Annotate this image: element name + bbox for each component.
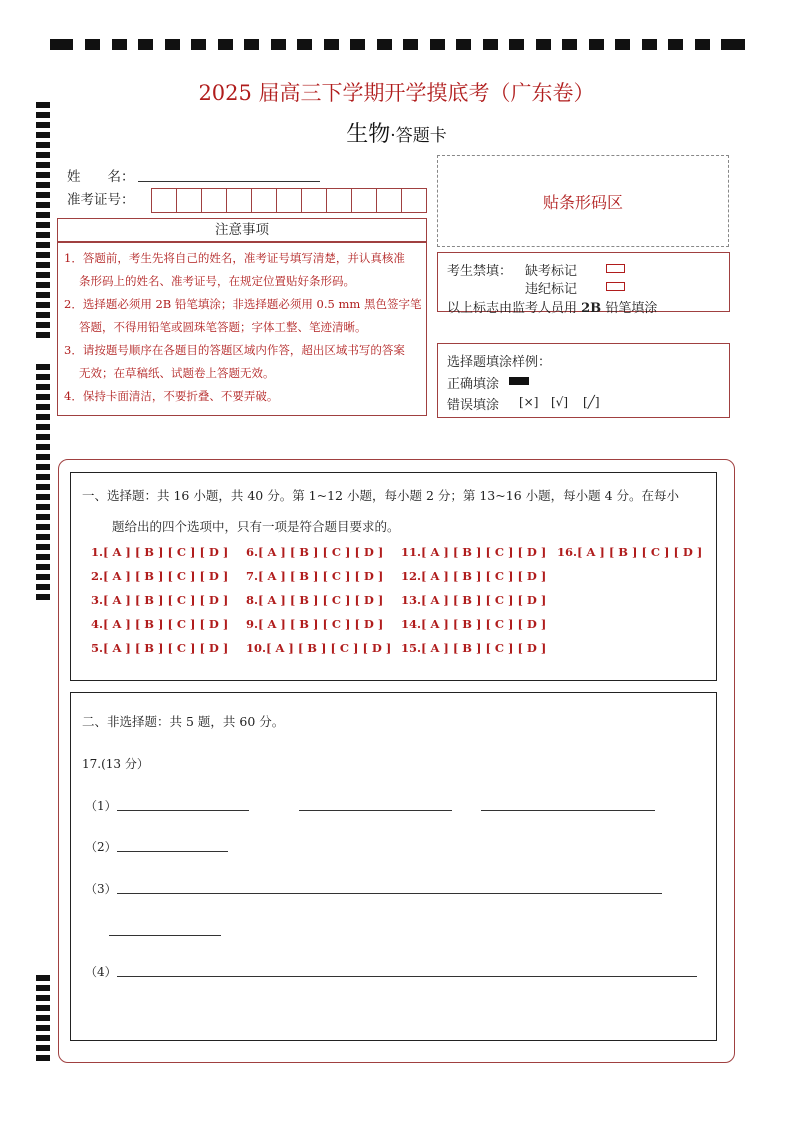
mc-question-9[interactable] [246, 617, 383, 631]
wrong-mark-cross: [×] [519, 395, 539, 409]
mc-options[interactable]: [ A ] [ B ] [ C ] [ D ] [577, 545, 703, 559]
notice-line: 答题，不得用铅笔或圆珠笔答题；字体工整、笔迹清晰。 [79, 320, 367, 334]
side-timing-mark [36, 182, 50, 188]
mc-question-number: 12. [401, 569, 422, 583]
side-timing-mark [36, 1045, 50, 1051]
mc-options[interactable]: [ A ] [ B ] [ C ] [ D ] [258, 617, 384, 631]
mc-question-number: 10. [246, 641, 267, 655]
mc-question-3[interactable] [91, 593, 228, 607]
mc-question-number: 1. [91, 545, 104, 559]
mc-question-12[interactable] [401, 569, 546, 583]
wrong-mark-check: [√] [551, 395, 569, 409]
timing-mark [483, 39, 498, 50]
timing-mark [297, 39, 312, 50]
answer-line-3a[interactable] [117, 893, 662, 894]
part-2-label: （2） [85, 840, 117, 854]
side-timing-mark [36, 242, 50, 248]
side-timing-mark [36, 414, 50, 420]
side-timing-mark [36, 1055, 50, 1061]
id-digit-box[interactable] [326, 188, 352, 213]
mc-question-number: 9. [246, 617, 259, 631]
mc-options[interactable]: [ A ] [ B ] [ C ] [ D ] [103, 545, 229, 559]
mc-question-2[interactable] [91, 569, 228, 583]
side-timing-mark [36, 404, 50, 410]
timing-mark [456, 39, 471, 50]
mc-question-number: 3. [91, 593, 104, 607]
free-response-section [70, 692, 717, 1041]
barcode-label: 贴条形码区 [542, 192, 623, 212]
mc-options[interactable]: [ A ] [ B ] [ C ] [ D ] [103, 641, 229, 655]
notice-line: 3．请按题号顺序在各题目的答题区域内作答，超出区域书写的答案 [64, 343, 405, 357]
answer-line-1b[interactable] [299, 810, 452, 811]
answer-line-4[interactable] [117, 976, 697, 977]
side-timing-mark [36, 985, 50, 991]
answer-line-1a[interactable] [117, 810, 249, 811]
sample-title: 选择题填涂样例： [447, 355, 552, 370]
side-timing-mark [36, 262, 50, 268]
timing-mark [165, 39, 180, 50]
notice-line: 1．答题前，考生先将自己的姓名，准考证号填写清楚，并认真核准 [64, 251, 405, 265]
side-timing-mark [36, 995, 50, 1001]
side-timing-mark [36, 524, 50, 530]
section1-instructions-line2: 题给出的四个选项中，只有一项是符合题目要求的。 [112, 519, 400, 534]
mc-question-number: 8. [246, 593, 259, 607]
subject-name: 生物 [346, 122, 391, 147]
side-timing-mark [36, 384, 50, 390]
notice-line: 4．保持卡面清洁，不要折叠、不要弄破。 [64, 389, 279, 403]
side-timing-mark [36, 514, 50, 520]
side-timing-mark [36, 484, 50, 490]
fill-sample-box [437, 343, 730, 418]
id-digit-box[interactable] [176, 188, 202, 213]
side-timing-mark [36, 202, 50, 208]
mc-question-16[interactable] [557, 545, 702, 559]
forbid-note: 以上标志由监考人员用 2B 铅笔填涂 [447, 301, 658, 316]
mc-options[interactable]: [ A ] [ B ] [ C ] [ D ] [421, 593, 547, 607]
mc-options[interactable]: [ A ] [ B ] [ C ] [ D ] [266, 641, 392, 655]
mc-options[interactable]: [ A ] [ B ] [ C ] [ D ] [258, 569, 384, 583]
notice-line: 2．选择题必须用 2B 铅笔填涂；非选择题必须用 0.5 mm 黑色签字笔 [64, 297, 422, 311]
side-timing-mark [36, 222, 50, 228]
timing-mark [191, 39, 206, 50]
section2-title: 二、非选择题：共 5 题，共 60 分。 [82, 714, 285, 729]
timing-mark [562, 39, 577, 50]
notice-line: 条形码上的姓名、准考证号，在规定位置贴好条形码。 [79, 274, 355, 288]
section1-instructions-line1: 一、选择题：共 16 小题，共 40 分。第 1~12 小题，每小题 2 分；第 13~16 小题，每小题 4 分。在每小 [82, 488, 680, 503]
side-timing-mark [36, 312, 50, 318]
timing-mark [589, 39, 604, 50]
timing-mark [112, 39, 127, 50]
mc-question-8[interactable] [246, 593, 383, 607]
mc-question-11[interactable] [401, 545, 546, 559]
mc-question-6[interactable] [246, 545, 383, 559]
mc-question-number: 14. [401, 617, 422, 631]
timing-mark [244, 39, 259, 50]
timing-mark [271, 39, 286, 50]
correct-fill-label: 正确填涂 [447, 377, 500, 392]
timing-mark [377, 39, 392, 50]
mc-options[interactable]: [ A ] [ B ] [ C ] [ D ] [421, 545, 547, 559]
wrong-fill-label: 错误填涂 [447, 398, 500, 413]
question-17-label: 17.(13 分） [82, 757, 149, 771]
mc-question-number: 7. [246, 569, 259, 583]
side-timing-mark [36, 232, 50, 238]
timing-mark [138, 39, 153, 50]
side-timing-mark [36, 152, 50, 158]
side-timing-mark [36, 975, 50, 981]
mc-question-7[interactable] [246, 569, 383, 583]
side-timing-mark [36, 302, 50, 308]
notice-line: 无效；在草稿纸、试题卷上答题无效。 [79, 366, 275, 380]
mc-options[interactable]: [ A ] [ B ] [ C ] [ D ] [258, 545, 384, 559]
side-timing-mark [36, 424, 50, 430]
side-timing-mark [36, 212, 50, 218]
mc-question-5[interactable] [91, 641, 228, 655]
side-timing-mark [36, 474, 50, 480]
side-timing-mark [36, 494, 50, 500]
mc-question-4[interactable] [91, 617, 228, 631]
notice-title: 注意事项 [57, 218, 427, 242]
side-markers-middle [36, 364, 50, 600]
timing-mark [324, 39, 339, 50]
examiner-only-box [437, 252, 730, 316]
side-timing-mark [36, 464, 50, 470]
correct-fill-mark [509, 377, 529, 385]
mc-options[interactable]: [ A ] [ B ] [ C ] [ D ] [421, 641, 547, 655]
name-label: 姓 名： [67, 169, 135, 185]
id-digit-box[interactable] [351, 188, 377, 213]
answer-line-2[interactable] [117, 851, 228, 852]
side-timing-mark [36, 1005, 50, 1011]
side-timing-mark [36, 554, 50, 560]
mc-question-number: 16. [557, 545, 578, 559]
timing-mark [350, 39, 365, 50]
side-timing-mark [36, 292, 50, 298]
mc-question-10[interactable] [246, 641, 391, 655]
side-timing-mark [36, 574, 50, 580]
violation-mark-box[interactable] [606, 279, 625, 294]
part-1-label: （1） [85, 799, 117, 813]
id-digit-box[interactable] [376, 188, 402, 213]
mc-question-number: 5. [91, 641, 104, 655]
side-timing-mark [36, 394, 50, 400]
mc-question-1[interactable] [91, 545, 228, 559]
side-timing-mark [36, 594, 50, 600]
timing-mark [721, 39, 745, 50]
side-markers-bottom [36, 975, 50, 1067]
part-4-label: （4） [85, 965, 117, 979]
id-digit-box[interactable] [301, 188, 327, 213]
answer-line-1c[interactable] [481, 810, 655, 811]
side-timing-mark [36, 192, 50, 198]
side-timing-mark [36, 162, 50, 168]
side-timing-mark [36, 534, 50, 540]
side-timing-mark [36, 282, 50, 288]
side-timing-mark [36, 544, 50, 550]
side-timing-mark [36, 564, 50, 570]
forbid-label: 考生禁填： [447, 264, 513, 279]
id-digit-box[interactable] [401, 188, 427, 213]
id-label: 准考证号： [67, 192, 135, 208]
side-timing-mark [36, 444, 50, 450]
card-suffix: ·答题卡 [390, 126, 447, 146]
timing-mark [536, 39, 551, 50]
mc-options[interactable]: [ A ] [ B ] [ C ] [ D ] [103, 593, 229, 607]
absent-mark-label: 缺考标记 [525, 264, 578, 279]
mc-question-number: 15. [401, 641, 422, 655]
mc-options[interactable]: [ A ] [ B ] [ C ] [ D ] [103, 569, 229, 583]
absent-mark-box[interactable] [606, 261, 625, 276]
timing-mark [615, 39, 630, 50]
barcode-area [437, 155, 729, 247]
side-timing-mark [36, 374, 50, 380]
id-digit-box[interactable] [276, 188, 302, 213]
mc-options[interactable]: [ A ] [ B ] [ C ] [ D ] [103, 617, 229, 631]
timing-mark [509, 39, 524, 50]
side-timing-mark [36, 454, 50, 460]
mc-question-14[interactable] [401, 617, 546, 631]
id-digit-box[interactable] [226, 188, 252, 213]
violation-mark-label: 违纪标记 [525, 282, 578, 297]
mc-question-number: 11. [401, 545, 422, 559]
id-digit-box[interactable] [251, 188, 277, 213]
top-marker-strip [50, 39, 745, 51]
timing-mark [642, 39, 657, 50]
side-timing-mark [36, 1025, 50, 1031]
timing-mark [668, 39, 683, 50]
side-timing-mark [36, 332, 50, 338]
part-3-label: （3） [85, 882, 117, 896]
wrong-mark-slash: [╱] [583, 395, 600, 409]
side-timing-mark [36, 1035, 50, 1041]
side-timing-mark [36, 434, 50, 440]
timing-mark [403, 39, 418, 50]
mc-question-number: 2. [91, 569, 104, 583]
mc-options[interactable]: [ A ] [ B ] [ C ] [ D ] [421, 569, 547, 583]
exam-title: 2025 届高三下学期开学摸底考（广东卷） [198, 81, 595, 105]
mc-question-number: 13. [401, 593, 422, 607]
side-timing-mark [36, 172, 50, 178]
mc-question-number: 6. [246, 545, 259, 559]
mc-question-number: 4. [91, 617, 104, 631]
name-field[interactable] [138, 180, 320, 182]
answer-line-3b[interactable] [109, 935, 221, 936]
side-timing-mark [36, 1015, 50, 1021]
side-timing-mark [36, 364, 50, 370]
mc-question-13[interactable] [401, 593, 546, 607]
side-timing-mark [36, 272, 50, 278]
timing-mark [50, 39, 73, 50]
mc-options[interactable]: [ A ] [ B ] [ C ] [ D ] [421, 617, 547, 631]
mc-question-15[interactable] [401, 641, 546, 655]
timing-mark [695, 39, 710, 50]
side-timing-mark [36, 252, 50, 258]
timing-mark [430, 39, 445, 50]
timing-mark [218, 39, 233, 50]
mc-options[interactable]: [ A ] [ B ] [ C ] [ D ] [258, 593, 384, 607]
side-timing-mark [36, 322, 50, 328]
id-digit-box[interactable] [201, 188, 227, 213]
id-digit-box[interactable] [151, 188, 177, 213]
notice-box [57, 242, 427, 416]
card-title [0, 117, 793, 148]
id-number-boxes[interactable] [152, 188, 427, 213]
side-timing-mark [36, 504, 50, 510]
side-timing-mark [36, 584, 50, 590]
timing-mark [85, 39, 100, 50]
